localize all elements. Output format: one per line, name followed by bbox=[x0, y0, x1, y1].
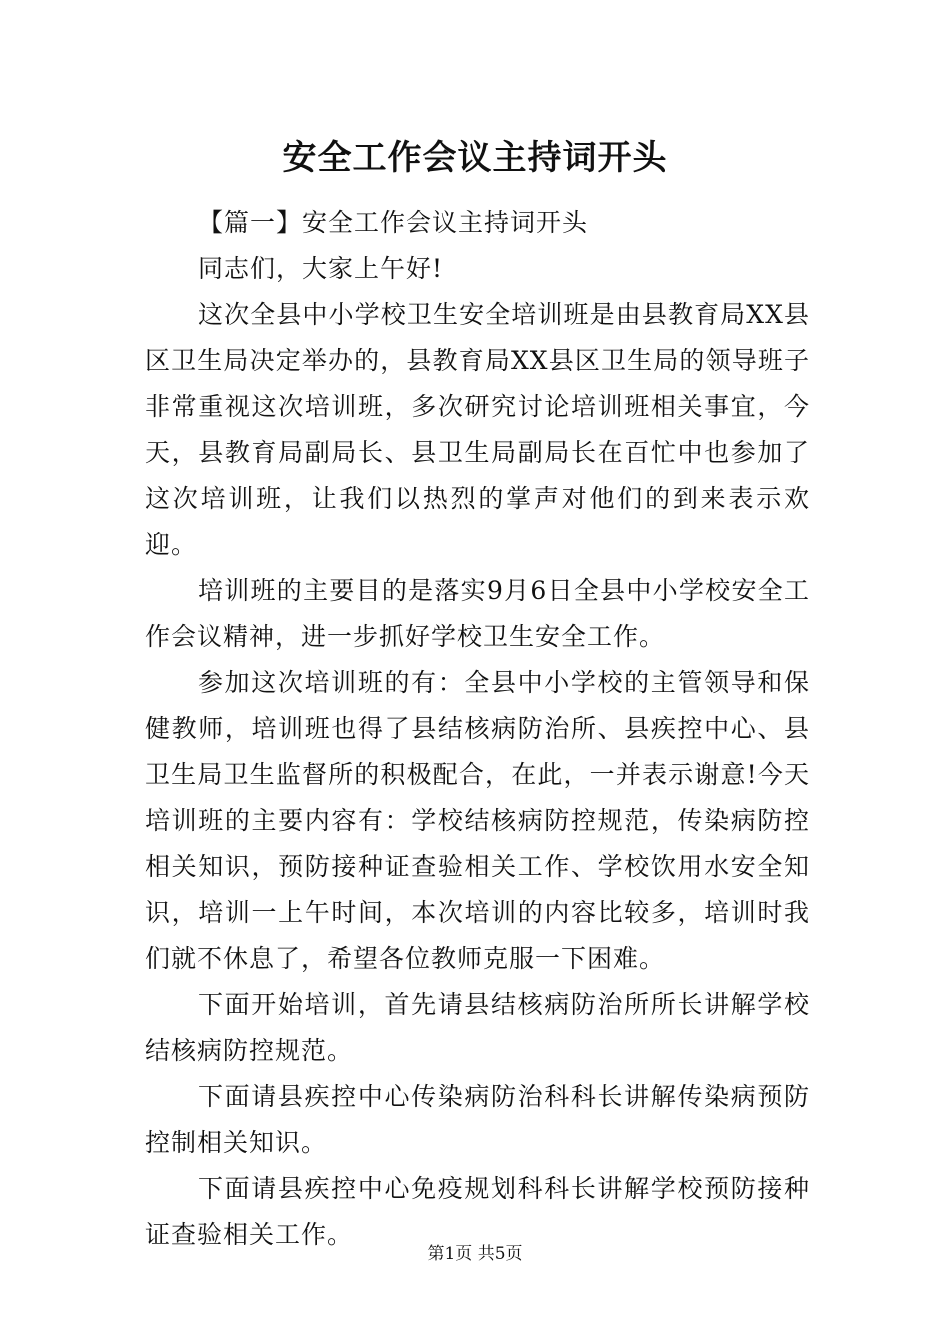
body-paragraph: 培训班的主要目的是落实9月6日全县中小学校安全工作会议精神，进一步抓好学校卫生安全工作。 bbox=[145, 576, 810, 651]
page-number-footer: 第1页 共5页 bbox=[427, 1244, 523, 1264]
greeting-paragraph: 同志们，大家上午好! bbox=[198, 254, 444, 283]
section-heading: 【篇一】安全工作会议主持词开头 bbox=[198, 208, 589, 237]
body-paragraph: 下面开始培训，首先请县结核病防治所所长讲解学校结核病防控规范。 bbox=[145, 990, 810, 1065]
body-paragraph: 下面请县疾控中心免疫规划科科长讲解学校预防接种证查验相关工作。 bbox=[145, 1174, 810, 1249]
document-title: 安全工作会议主持词开头 bbox=[282, 138, 668, 178]
document-body bbox=[145, 200, 810, 1258]
body-paragraph: 这次全县中小学校卫生安全培训班是由县教育局XX县区卫生局决定举办的，县教育局XX县区卫生局的领导班子非常重视这次培训班，多次研究讨论培训班相关事宜，今天，县教育局副局长、县卫生局副局长在百忙中也参加了这次培训班，让我们以热烈的掌声对他们的到来表示欢迎。 bbox=[145, 300, 810, 559]
body-paragraph: 下面请县疾控中心传染病防治科科长讲解传染病预防控制相关知识。 bbox=[145, 1082, 810, 1157]
body-paragraph: 参加这次培训班的有：全县中小学校的主管领导和保健教师，培训班也得了县结核病防治所、县疾控中心、县卫生局卫生监督所的积极配合，在此，一并表示谢意!今天培训班的主要内容有：学校结核病防控规范，传染病防控相关知识，预防接种证查验相关工作、学校饮用水安全知识，培训一上午时间，本次培训的内容比较多，培训时我们就不休息了，希望各位教师克服一下困难。 bbox=[145, 668, 810, 973]
